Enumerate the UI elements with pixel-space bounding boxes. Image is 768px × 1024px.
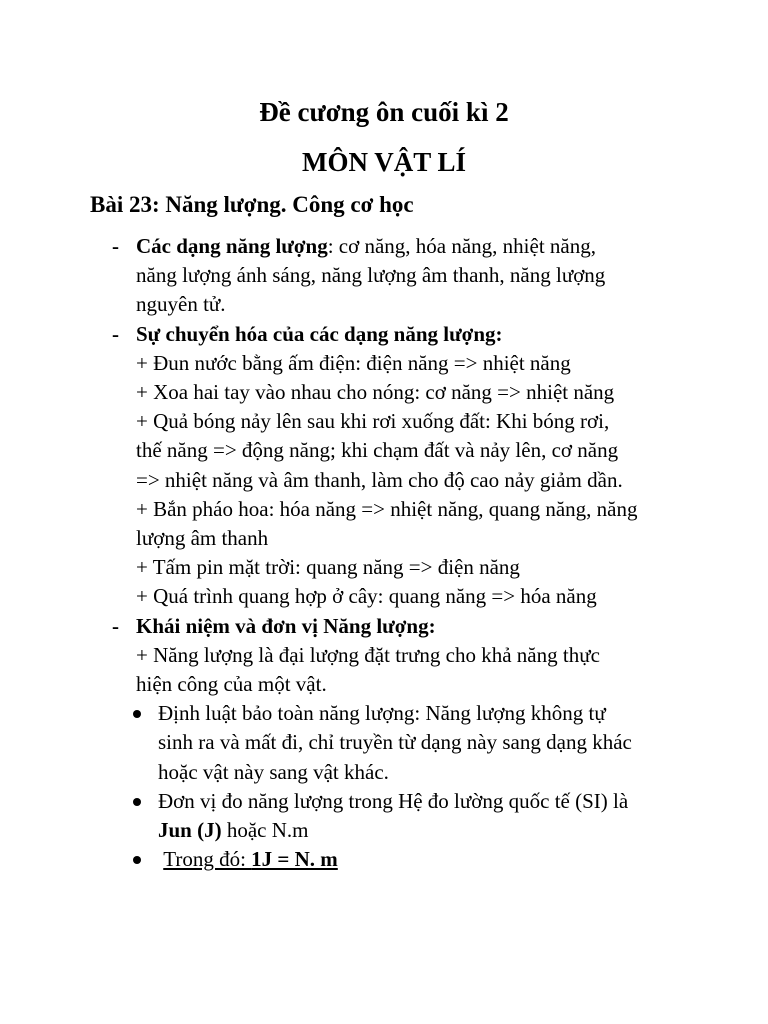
dash-marker: - xyxy=(112,321,119,346)
content-list xyxy=(0,232,768,874)
bullet-item-si-unit xyxy=(0,787,768,845)
item-line: + Quá trình quang hợp ở cây: quang năng => hóa năng xyxy=(136,584,597,609)
item-line: lượng âm thanh xyxy=(136,526,269,551)
dash-marker: - xyxy=(112,234,119,258)
item-line: hiện công của một vật. xyxy=(136,672,327,697)
item-line: + Đun nước bằng ấm điện: điện năng => nhiệt năng xyxy=(136,350,571,375)
unit-bold: Jun (J) xyxy=(158,818,222,843)
section-heading: Bài 23: Năng lượng. Công cơ học xyxy=(90,192,414,217)
item-text: : cơ năng, hóa năng, nhiệt năng, xyxy=(327,234,596,258)
document-title: Đề cương ôn cuối kì 2 xyxy=(259,97,509,127)
item-line: + Năng lượng là đại lượng đặt trưng cho khả năng thực xyxy=(136,642,600,667)
unit-rest: hoặc N.m xyxy=(221,818,309,843)
bullet-item-conservation-law xyxy=(0,699,768,787)
document-subtitle: MÔN VẬT LÍ xyxy=(301,147,467,177)
bullet-line: Đơn vị đo năng lượng trong Hệ đo lường quốc tế (SI) là xyxy=(158,788,629,813)
list-item-energy-types xyxy=(0,232,768,320)
bullet-line: Định luật bảo toàn năng lượng: Năng lượng không tự xyxy=(158,701,606,726)
item-label: Các dạng năng lượng xyxy=(136,234,328,258)
list-item-energy-definition xyxy=(0,612,768,700)
bullet-line xyxy=(158,816,686,845)
item-line: + Tấm pin mặt trời: quang năng => điện năng xyxy=(136,555,520,580)
bullet-line xyxy=(158,845,686,874)
dash-marker: - xyxy=(112,613,119,638)
formula-prefix: Trong đó: xyxy=(163,847,252,872)
item-line: + Quả bóng nảy lên sau khi rơi xuống đất: Khi bóng rơi, xyxy=(136,409,610,434)
bullet-line: sinh ra và mất đi, chỉ truyền từ dạng này sang dạng khác xyxy=(158,730,632,755)
item-line xyxy=(136,232,686,261)
item-line: + Bắn pháo hoa: hóa năng => nhiệt năng, quang năng, năng xyxy=(136,496,638,521)
bullet-item-formula xyxy=(0,845,768,874)
bullet-line: hoặc vật này sang vật khác. xyxy=(158,759,389,784)
item-label: Sự chuyển hóa của các dạng năng lượng: xyxy=(136,321,503,346)
item-label: Khái niệm và đơn vị Năng lượng: xyxy=(136,613,436,638)
formula-text: 1J = N. m xyxy=(251,847,338,872)
bullet-dot-icon xyxy=(133,798,141,806)
item-line: năng lượng ánh sáng, năng lượng âm thanh, năng lượng xyxy=(136,263,606,288)
item-line: + Xoa hai tay vào nhau cho nóng: cơ năng => nhiệt năng xyxy=(136,380,615,405)
list-item-energy-conversion xyxy=(0,320,768,612)
item-line: thế năng => động năng; khi chạm đất và nảy lên, cơ năng xyxy=(136,438,619,463)
item-line: => nhiệt năng và âm thanh, làm cho độ cao nảy giảm dần. xyxy=(136,467,623,492)
bullet-dot-icon xyxy=(133,856,141,864)
bullet-dot-icon xyxy=(133,710,141,718)
item-line: nguyên tử. xyxy=(136,292,226,317)
